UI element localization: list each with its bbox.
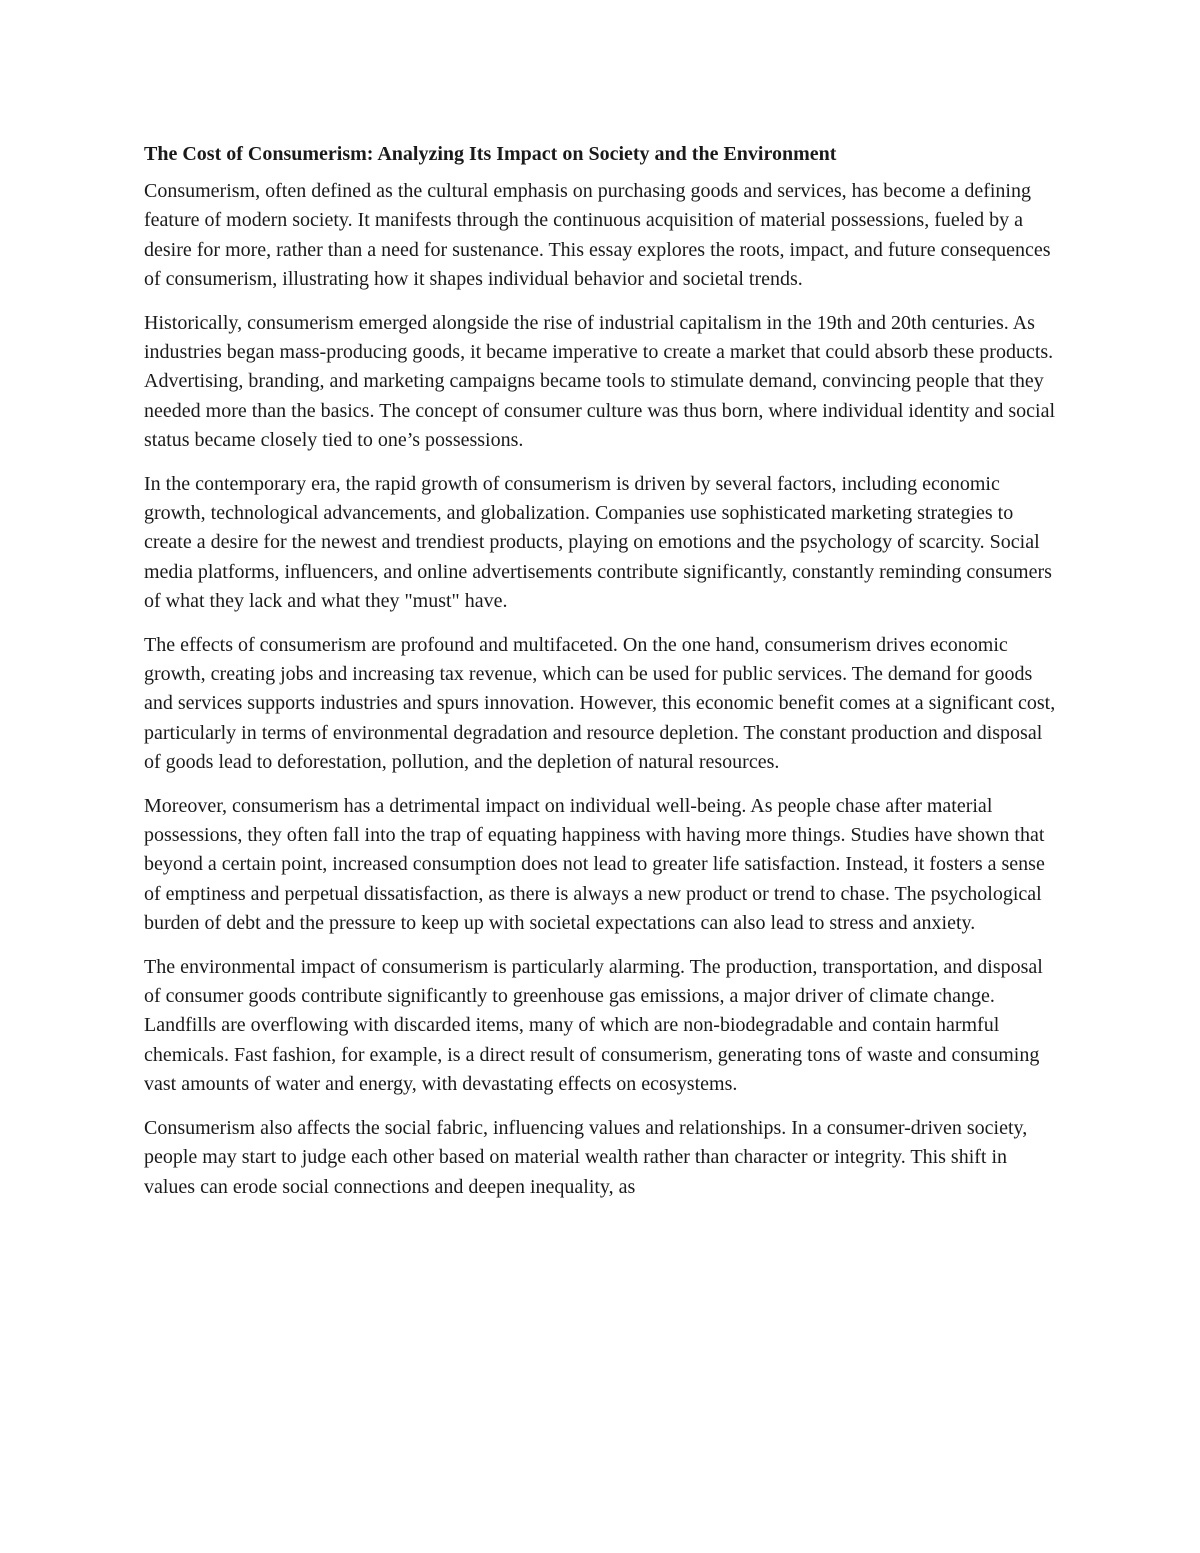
paragraph-contemporary-drivers: In the contemporary era, the rapid growth of consumerism is driven by several factors, including economic growth, technological advancements, and globalization. Companies use sophisticated marketing strategies to create a desire for the newest and trendiest products, playing on emotions and the psychology of scarcity. Social media platforms, influencers, and online advertisements contribute significantly, constantly reminding consumers of what they lack and what they "must" have.: [144, 473, 1052, 612]
paragraph-effects: The effects of consumerism are profound and multifaceted. On the one hand, consumerism drives economic growth, creating jobs and increasing tax revenue, which can be used for public services. The demand for goods and services supports industries and spurs innovation. However, this economic benefit comes at a significant cost, particularly in terms of environmental degradation and resource depletion. The constant production and disposal of goods lead to deforestation, pollution, and the depletion of natural resources.: [144, 634, 1056, 773]
paragraph-history: Historically, consumerism emerged alongside the rise of industrial capitalism in the 19th and 20th centuries. As industries began mass-producing goods, it became imperative to create a market that could absorb these products. Advertising, branding, and marketing campaigns became tools to stimulate demand, convincing people that they needed more than the basics. The concept of consumer culture was thus born, where individual identity and social status became closely tied to one’s possessions.: [144, 312, 1056, 451]
paragraph-social-fabric: Consumerism also affects the social fabric, influencing values and relationships. In a consumer-driven society, people may start to judge each other based on material wealth rather than character or integrity. This shift in values can erode social connections and deepen inequality, as: [144, 1117, 1028, 1198]
document-title: The Cost of Consumerism: Analyzing Its Impact on Society and the Environment: [144, 143, 837, 165]
paragraph-environmental-impact: The environmental impact of consumerism is particularly alarming. The production, transportation, and disposal of consumer goods contribute significantly to greenhouse gas emissions, a major driver of climate change. Landfills are overflowing with discarded items, many of which are non-biodegradable and contain harmful chemicals. Fast fashion, for example, is a direct result of consumerism, generating tons of waste and consuming vast amounts of water and energy, with devastating effects on ecosystems.: [144, 956, 1043, 1095]
paragraph-well-being: Moreover, consumerism has a detrimental impact on individual well-being. As people chase after material possessions, they often fall into the trap of equating happiness with having more things. Studies have shown that beyond a certain point, increased consumption does not lead to greater life satisfaction. Instead, it fosters a sense of emptiness and perpetual dissatisfaction, as there is always a new product or trend to chase. The psychological burden of debt and the pressure to keep up with societal expectations can also lead to stress and anxiety.: [144, 795, 1045, 934]
paragraph-introduction: Consumerism, often defined as the cultural emphasis on purchasing goods and services, has become a defining feature of modern society. It manifests through the continuous acquisition of material possessions, fueled by a desire for more, rather than a need for sustenance. This essay explores the roots, impact, and future consequences of consumerism, illustrating how it shapes individual behavior and societal trends.: [144, 180, 1051, 290]
document-body: [144, 140, 1056, 1202]
